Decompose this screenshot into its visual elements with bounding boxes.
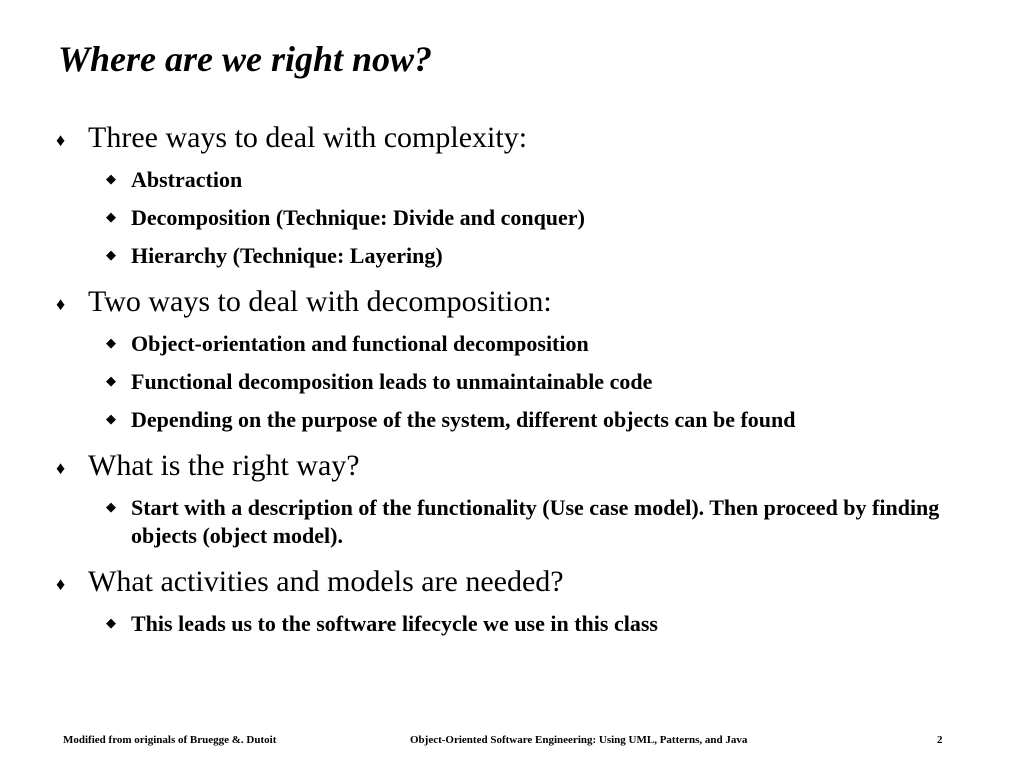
footer-credit: Modified from originals of Bruegge &. Dutoit xyxy=(63,734,277,746)
sub-bullet-text: Abstraction xyxy=(131,167,243,192)
sub-bullet-decomposition xyxy=(0,204,1024,232)
slide-title: Where are we right now? xyxy=(58,39,433,79)
diamond-bullet-icon: ◆ xyxy=(106,499,116,514)
sub-bullet-text: Start with a description of the functionality (Use case model). Then proceed by finding objects (object model). xyxy=(131,495,940,548)
bullet-decomposition-ways xyxy=(0,282,1024,322)
sub-bullet-text: Depending on the purpose of the system, different objects can be found xyxy=(131,407,796,432)
diamond-bullet-icon: ♦ xyxy=(56,574,66,594)
diamond-bullet-icon: ♦ xyxy=(56,130,66,150)
sub-bullet-text: Hierarchy (Technique: Layering) xyxy=(131,243,443,268)
sub-bullet-object-orientation xyxy=(0,330,1024,358)
bullet-text: What is the right way? xyxy=(88,449,360,482)
diamond-bullet-icon: ◆ xyxy=(106,209,116,224)
bullet-text: Two ways to deal with decomposition: xyxy=(88,285,552,318)
sub-bullet-text: This leads us to the software lifecycle we use in this class xyxy=(131,611,658,636)
slide-content xyxy=(0,118,1024,638)
diamond-bullet-icon: ♦ xyxy=(56,294,66,314)
bullet-right-way xyxy=(0,446,1024,486)
diamond-bullet-icon: ◆ xyxy=(106,335,116,350)
footer-book-title: Object-Oriented Software Engineering: Using UML, Patterns, and Java xyxy=(410,734,748,746)
footer-page-number: 2 xyxy=(937,734,943,746)
sub-bullet-abstraction xyxy=(0,166,1024,194)
sub-bullet-use-case xyxy=(0,494,1024,550)
diamond-bullet-icon: ◆ xyxy=(106,171,116,186)
sub-bullet-text: Functional decomposition leads to unmaintainable code xyxy=(131,369,653,394)
diamond-bullet-icon: ◆ xyxy=(106,615,116,630)
sub-bullet-functional-decomposition xyxy=(0,368,1024,396)
diamond-bullet-icon: ◆ xyxy=(106,411,116,426)
bullet-activities-models xyxy=(0,562,1024,602)
bullet-text: Three ways to deal with complexity: xyxy=(88,121,528,154)
diamond-bullet-icon: ◆ xyxy=(106,373,116,388)
sub-bullet-text: Decomposition (Technique: Divide and conquer) xyxy=(131,205,585,230)
diamond-bullet-icon: ◆ xyxy=(106,247,116,262)
sub-bullet-lifecycle xyxy=(0,610,1024,638)
sub-bullet-text: Object-orientation and functional decomposition xyxy=(131,331,589,356)
diamond-bullet-icon: ♦ xyxy=(56,458,66,478)
bullet-text: What activities and models are needed? xyxy=(88,565,564,598)
sub-bullet-purpose xyxy=(0,406,1024,434)
bullet-complexity xyxy=(0,118,1024,158)
sub-bullet-hierarchy xyxy=(0,242,1024,270)
